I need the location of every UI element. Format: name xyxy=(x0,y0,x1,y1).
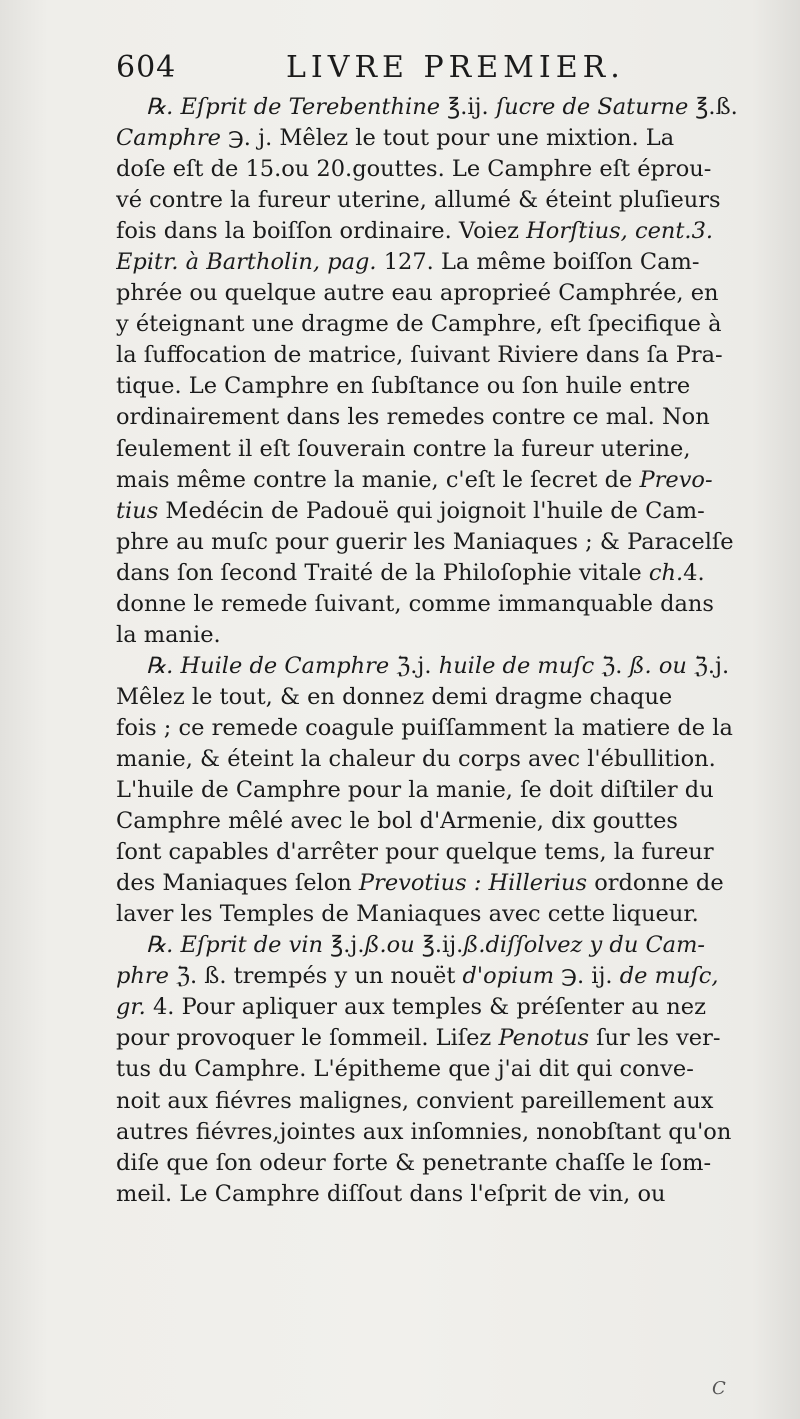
text-line xyxy=(116,713,768,744)
catchword: C xyxy=(712,1378,726,1399)
italic-text: ℞. Eſprit de Terebenthine xyxy=(146,94,441,120)
italic-text: ß.ou xyxy=(364,932,415,959)
roman-text: ℈. j. Mêlez le tout pour une mixtion. La xyxy=(220,125,675,152)
roman-text: meil. Le Camphre diſſout dans l'eſprit de vin, ou xyxy=(116,1180,666,1207)
text-line xyxy=(116,496,768,527)
italic-text: Camphre xyxy=(116,125,221,152)
text-line xyxy=(116,185,768,216)
text-line xyxy=(116,806,768,837)
roman-text: 4. xyxy=(683,559,705,586)
italic-text: Epitr. à Bartholin, pag. xyxy=(116,249,377,276)
roman-text: autres fiévres,jointes aux inſomnies, nonobſtant qu'on xyxy=(116,1118,732,1145)
roman-text: ℨ.j. xyxy=(686,652,730,679)
text-line xyxy=(116,278,768,309)
italic-text: gr. xyxy=(116,994,146,1021)
roman-text: y éteignant une dragme de Camphre, eſt ſpecifique à xyxy=(116,311,722,338)
text-line xyxy=(116,371,768,402)
roman-text: ſur les ver- xyxy=(589,1025,721,1052)
italic-text: Prevotius : Hillerius xyxy=(358,870,588,897)
roman-text: phrée ou quelque autre eau aproprieé Camphrée, en xyxy=(116,280,719,307)
text-line xyxy=(116,775,768,806)
roman-text: ℥.j. xyxy=(323,932,365,959)
page-header xyxy=(116,50,776,94)
text-line xyxy=(116,434,768,465)
roman-text: ℥.ij. xyxy=(440,94,496,120)
text-line xyxy=(116,1148,768,1179)
running-head: LIVRE PREMIER. xyxy=(286,50,625,85)
italic-text: ch. xyxy=(648,559,684,586)
roman-text: Camphre mêlé avec le bol d'Armenie, dix gouttes xyxy=(116,808,678,835)
roman-text: la ſuffocation de matrice, ſuivant Riviere dans ſa Pra- xyxy=(116,342,723,369)
roman-text: noit aux fiévres malignes, convient pareillement aux xyxy=(116,1087,714,1114)
text-line xyxy=(116,899,768,930)
roman-text: fois dans la boiſſon ordinaire. Voiez xyxy=(116,218,527,245)
text-line xyxy=(116,868,768,899)
italic-text: Horſtius, cent.3. xyxy=(526,218,714,245)
text-line xyxy=(116,682,768,713)
italic-text: ℞. Huile de Camphre xyxy=(146,652,390,679)
text-line xyxy=(116,930,768,961)
text-line xyxy=(116,961,768,992)
roman-text: fois ; ce remede coagule puiſſamment la matiere de la xyxy=(116,714,733,741)
italic-text: Penotus xyxy=(498,1025,589,1052)
text-line xyxy=(116,744,768,775)
text-line xyxy=(116,247,768,278)
text-line xyxy=(116,1023,768,1054)
text-line xyxy=(116,558,768,589)
italic-text: de muſc, xyxy=(619,963,719,990)
text-line xyxy=(116,402,768,433)
roman-text: ſont capables d'arrêter pour quelque tems, la fureur xyxy=(116,839,714,866)
text-line xyxy=(116,651,768,682)
roman-text: des Maniaques ſelon xyxy=(116,870,359,897)
roman-text: dans ſon ſecond Traité de la Philoſophie vitale xyxy=(116,559,649,586)
italic-text: ß. ou xyxy=(629,652,687,679)
roman-text: mais même contre la manie, c'eſt le ſecret de xyxy=(116,466,640,493)
roman-text: ℨ. ß. trempés y un nouët xyxy=(168,963,463,990)
text-line xyxy=(116,620,768,651)
roman-text: tique. Le Camphre en ſubſtance ou ſon huile entre xyxy=(116,373,691,400)
italic-text: ſucre de Saturne xyxy=(495,94,689,120)
text-line xyxy=(116,837,768,868)
roman-text: Medécin de Padouë qui joignoit l'huile de Cam- xyxy=(158,497,705,524)
text-line xyxy=(116,123,768,154)
roman-text: Mêlez le tout, & en donnez demi dragme chaque xyxy=(116,683,673,710)
roman-text: vé contre la fureur uterine, allumé & éteint pluſieurs xyxy=(116,187,721,214)
text-line xyxy=(116,465,768,496)
roman-text: tus du Camphre. L'épitheme que j'ai dit qui conve- xyxy=(116,1056,694,1083)
roman-text: ſeulement il eſt ſouverain contre la fureur uterine, xyxy=(116,435,691,462)
roman-text: donne le remede ſuivant, comme immanquable dans xyxy=(116,590,714,617)
roman-text: ℨ. xyxy=(594,652,630,679)
roman-text: 127. La même boiſſon Cam- xyxy=(376,249,700,276)
roman-text: ℨ.j. xyxy=(389,652,439,679)
text-line xyxy=(116,589,768,620)
roman-text: ordonne de xyxy=(587,870,724,897)
text-line xyxy=(116,92,768,123)
roman-text: ℈. ij. xyxy=(554,963,620,990)
italic-text: huile de muſc xyxy=(438,652,595,679)
roman-text: doſe eſt de 15.ou 20.gouttes. Le Camphre eſt éprou- xyxy=(116,156,712,183)
roman-text: 4. Pour apliquer aux temples & préſenter au nez xyxy=(145,994,706,1021)
text-line xyxy=(116,216,768,247)
italic-text: phre xyxy=(116,963,169,990)
italic-text: d'opium xyxy=(462,963,555,990)
text-line xyxy=(116,1179,768,1210)
roman-text: pour provoquer le ſommeil. Liſez xyxy=(116,1025,499,1052)
italic-text: tius xyxy=(116,497,159,524)
text-body xyxy=(116,92,768,1210)
roman-text: phre au muſc pour guerir les Maniaques ; & Paracelſe xyxy=(116,528,734,555)
text-line xyxy=(116,527,768,558)
roman-text: diſe que ſon odeur forte & penetrante chaſſe le ſom- xyxy=(116,1149,712,1176)
text-line xyxy=(116,154,768,185)
roman-text: ℥.ij. xyxy=(414,932,464,959)
text-line xyxy=(116,309,768,340)
text-line xyxy=(116,992,768,1023)
page-number: 604 xyxy=(116,50,177,85)
text-line xyxy=(116,1054,768,1085)
roman-text: ordinairement dans les remedes contre ce mal. Non xyxy=(116,404,710,431)
italic-text: ℞. Eſprit de vin xyxy=(146,932,324,959)
text-line xyxy=(116,340,768,371)
roman-text: laver les Temples de Maniaques avec cette liqueur. xyxy=(116,901,699,928)
text-line xyxy=(116,1086,768,1117)
roman-text: L'huile de Camphre pour la manie, ſe doit diſtiler du xyxy=(116,777,714,804)
roman-text: manie, & éteint la chaleur du corps avec l'ébullition. xyxy=(116,745,716,772)
italic-text: Prevo- xyxy=(639,466,713,493)
roman-text: ℥.ß. xyxy=(688,94,738,120)
roman-text: la manie. xyxy=(116,621,221,648)
text-line xyxy=(116,1117,768,1148)
italic-text: ß.diſſolvez y du Cam- xyxy=(463,932,706,959)
